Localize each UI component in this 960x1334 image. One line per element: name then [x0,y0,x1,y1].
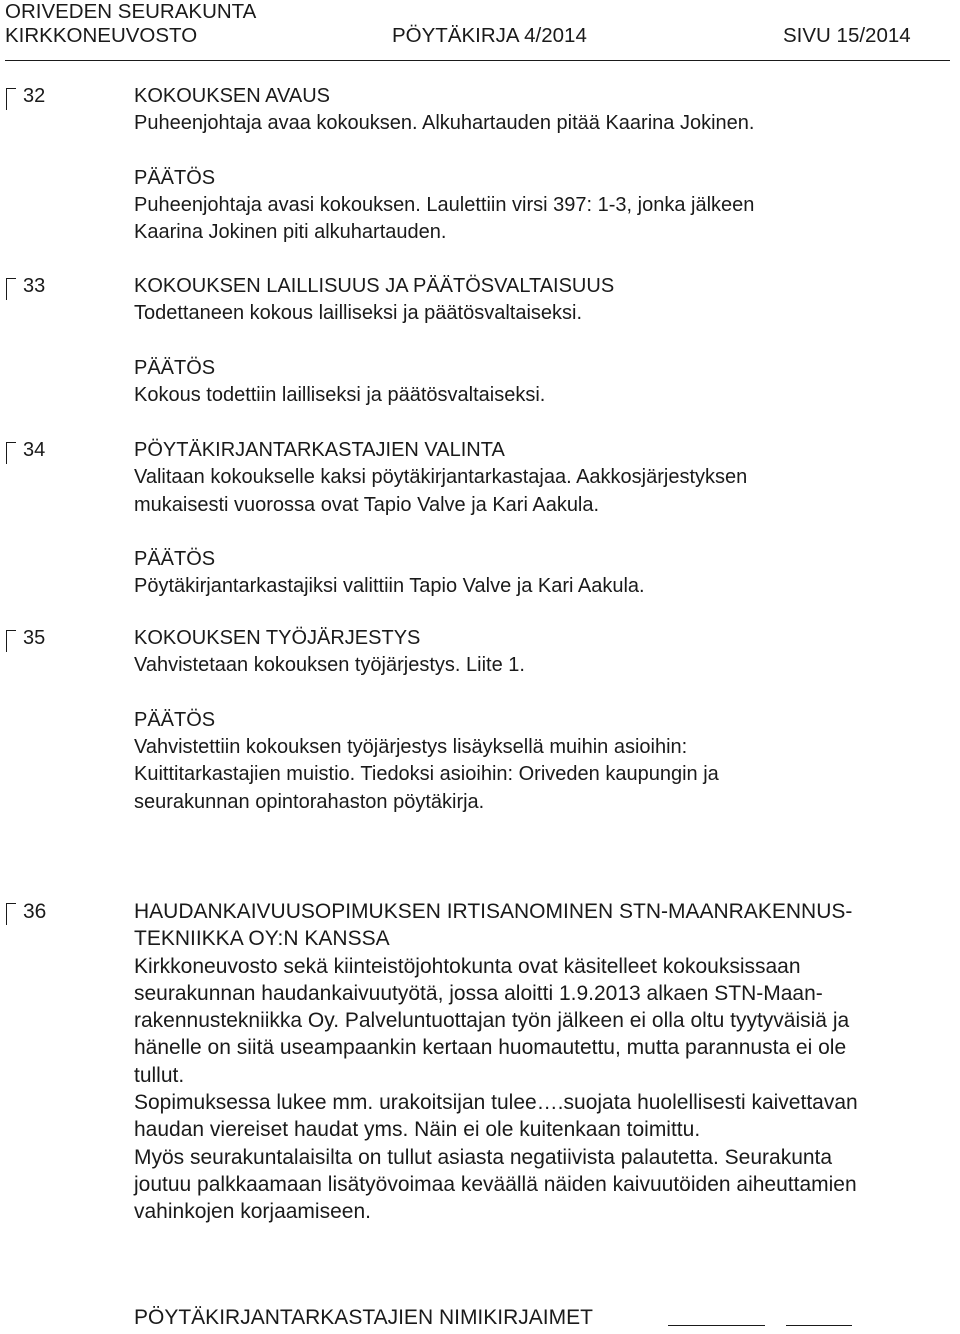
section-marker [6,278,16,300]
section-body [134,83,946,247]
signature-line [668,1325,765,1326]
header-divider [5,60,950,61]
section-text-line: Pöytäkirjantarkastajiksi valittiin Tapio Valve ja Kari Aakula. [134,575,645,598]
section-heading: KOKOUKSEN AVAUS [134,85,330,107]
section-text-line: Vahvistetaan kokouksen työjärjestys. Liite 1. [134,654,525,677]
section-number: 32 [23,85,46,107]
section-number: 34 [23,439,46,461]
section-marker [6,442,16,464]
section-text-line: Kaarina Jokinen piti alkuhartauden. [134,221,447,244]
organization-name: ORIVEDEN SEURAKUNTA [5,0,257,23]
section-marker [6,88,16,110]
section-text-line: mukaisesti vuorossa ovat Tapio Valve ja Kari Aakula. [134,493,600,516]
section-text-line: seurakunnan opintorahaston pöytäkirja. [134,790,485,813]
section-number: 33 [23,275,46,297]
section-marker [6,630,16,652]
blank-line [134,680,946,707]
section-body [134,898,946,1226]
decision-label: PÄÄTÖS [134,166,216,189]
section-text-line: vahinkojen korjaamiseen. [134,1200,371,1224]
section-text-line: seurakunnan haudankaivuutyötä, jossa aloitti 1.9.2013 alkaen STN-Maan- [134,981,823,1005]
section-heading: HAUDANKAIVUUSOPIMUKSEN IRTISANOMINEN STN-MAANRAKENNUS- [134,900,853,923]
section-body [134,273,946,409]
section-marker [6,903,16,925]
section-text-line: Sopimuksessa lukee mm. urakoitsijan tulee….suojata huolellisesti kaivettavan [134,1091,858,1115]
decision-label: PÄÄTÖS [134,356,216,379]
section-text-line: haudan viereiset haudat yms. Näin ei ole kuitenkaan toimittu. [134,1118,701,1142]
document-title: PÖYTÄKIRJA 4/2014 [392,24,587,47]
section-heading: TEKNIIKKA OY:N KANSSA [134,927,390,951]
section-number: 35 [23,627,46,649]
section-text-line: hänelle on siitä useampaankin kertaan huomautettu, mutta parannusta ei ole [134,1036,847,1060]
section-text-line: Todettaneen kokous lailliseksi ja päätösvaltaiseksi. [134,302,583,325]
section-heading: KOKOUKSEN TYÖJÄRJESTYS [134,627,421,649]
meeting-body: KIRKKONEUVOSTO [5,24,198,47]
signature-line [786,1325,852,1326]
page-number: SIVU 15/2014 [783,24,911,47]
blank-line [134,138,946,165]
signature-label: PÖYTÄKIRJANTARKASTAJIEN NIMIKIRJAIMET [134,1306,593,1329]
section-text-line: Puheenjohtaja avaa kokouksen. Alkuhartauden pitää Kaarina Jokinen. [134,112,755,135]
section-body [134,437,946,601]
section-text-line: Vahvistettiin kokouksen työjärjestys lisäyksellä muihin asioihin: [134,736,688,759]
section-text-line: tullut. [134,1063,185,1087]
section-text-line: Valitaan kokoukselle kaksi pöytäkirjantarkastajaa. Aakkosjärjestyksen [134,466,748,489]
section-text-line: Kokous todettiin lailliseksi ja päätösvaltaiseksi. [134,384,546,407]
blank-line [134,519,946,546]
decision-label: PÄÄTÖS [134,548,216,571]
section-body [134,625,946,816]
blank-line [134,328,946,355]
section-text-line: Puheenjohtaja avasi kokouksen. Laulettiin virsi 397: 1-3, jonka jälkeen [134,194,755,217]
section-text-line: joutuu palkkaamaan lisätyövoimaa keväällä näiden kaivuutöiden aiheuttamien [134,1172,857,1196]
decision-label: PÄÄTÖS [134,708,216,731]
section-text-line: Kuittitarkastajien muistio. Tiedoksi asioihin: Oriveden kaupungin ja [134,763,719,786]
section-heading: PÖYTÄKIRJANTARKASTAJIEN VALINTA [134,439,505,461]
section-heading: KOKOUKSEN LAILLISUUS JA PÄÄTÖSVALTAISUUS [134,275,615,297]
section-number: 36 [23,900,47,923]
section-text-line: Myös seurakuntalaisilta on tullut asiasta negatiivista palautetta. Seurakunta [134,1145,833,1169]
section-text-line: Kirkkoneuvosto sekä kiinteistöjohtokunta ovat käsitelleet kokouksissaan [134,954,801,978]
section-text-line: rakennustekniikka Oy. Palveluntuottajan työn jälkeen ei olla oltu tyytyväisiä ja [134,1009,850,1033]
